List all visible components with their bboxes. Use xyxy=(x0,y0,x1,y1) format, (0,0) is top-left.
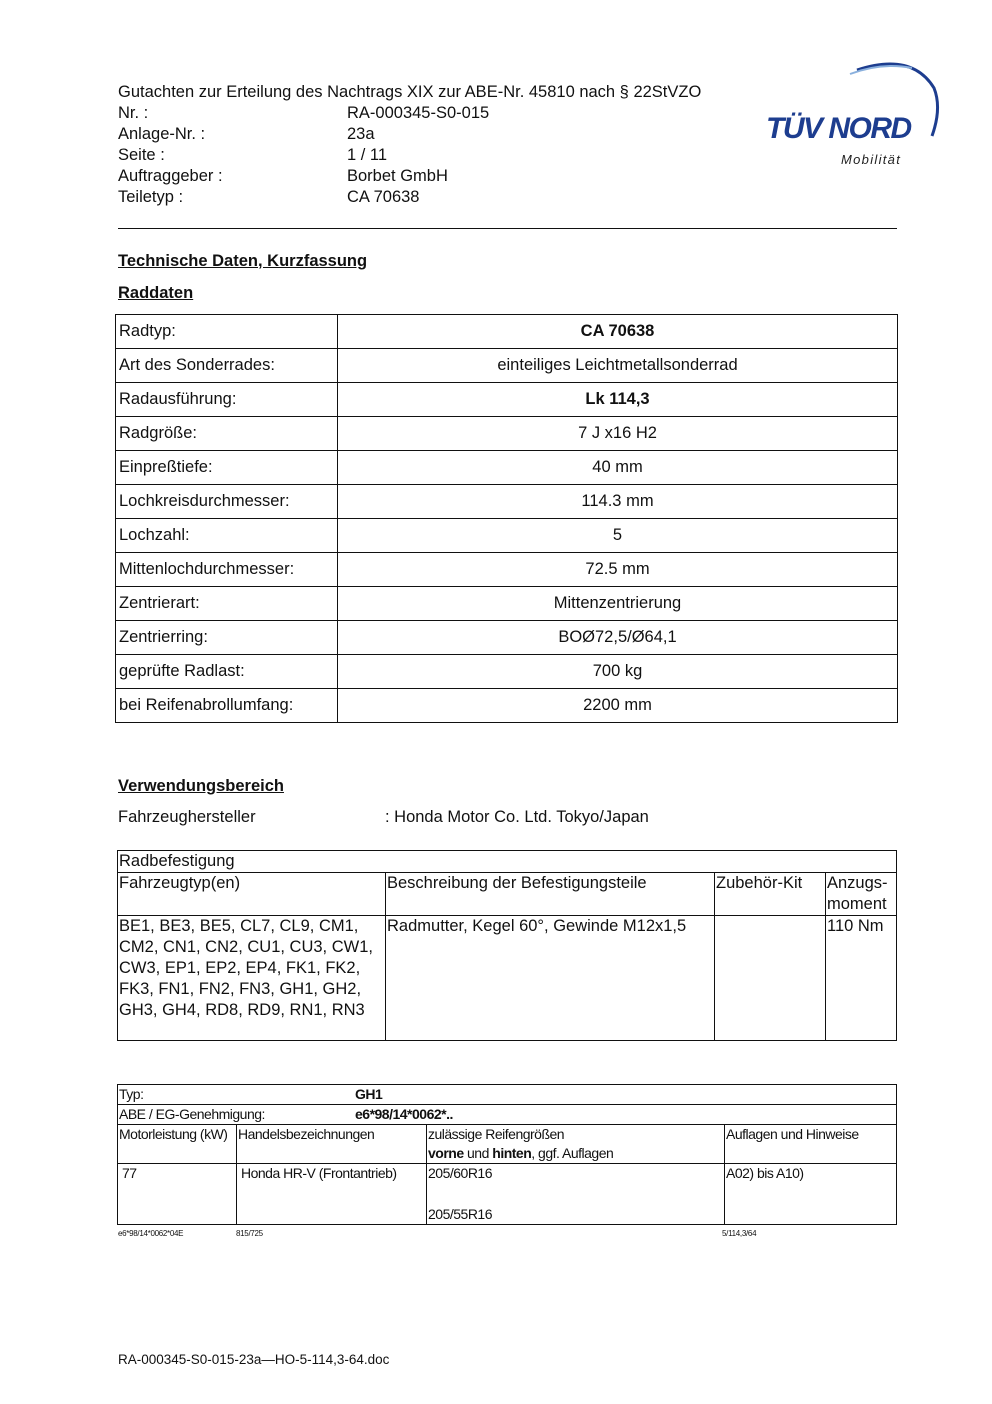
col-header-zubehoer: Zubehör-Kit xyxy=(715,873,826,916)
table-row xyxy=(118,1164,897,1225)
col-header-fahrzeugtyp: Fahrzeugtyp(en) xyxy=(118,873,386,916)
table-row xyxy=(116,553,898,587)
header-row-seite xyxy=(118,145,701,166)
fahrzeughersteller-label: Fahrzeughersteller xyxy=(118,808,256,826)
table-row xyxy=(116,587,898,621)
header-label: Seite : xyxy=(118,146,165,164)
header-label: Auftraggeber : xyxy=(118,167,223,185)
zubehoer-cell xyxy=(715,916,826,1041)
reifen-header-line1: zulässige Reifengrößen xyxy=(428,1126,565,1142)
row-label: Radgröße: xyxy=(116,417,338,451)
table-row xyxy=(118,1085,897,1105)
header-row-anlage xyxy=(118,124,701,145)
abe-row xyxy=(118,1105,897,1125)
reifen-header-vorne: vorne xyxy=(428,1145,464,1161)
row-value: BOØ72,5/Ø64,1 xyxy=(338,621,898,655)
typ-table xyxy=(117,1084,897,1225)
table-row xyxy=(116,383,898,417)
header-row-auftraggeber xyxy=(118,166,701,187)
header-value: CA 70638 xyxy=(347,188,420,206)
fine-print-approval: e6*98/14*0062*04E xyxy=(118,1229,184,1238)
logo-wordmark: TÜV NORD xyxy=(766,112,911,145)
reifen-header-hinten: hinten xyxy=(492,1145,532,1161)
abe-value: e6*98/14*0062*.. xyxy=(355,1106,453,1122)
row-value: 2200 mm xyxy=(338,689,898,723)
header-divider xyxy=(118,228,897,229)
tuv-nord-logo xyxy=(762,58,942,173)
col-header-auflagen: Auflagen und Hinweise xyxy=(725,1125,897,1164)
row-value: 7 J x16 H2 xyxy=(338,417,898,451)
table-row xyxy=(116,689,898,723)
header-label: Anlage-Nr. : xyxy=(118,125,206,143)
abe-label: ABE / EG-Genehmigung: xyxy=(119,1106,265,1122)
beschreibung-cell: Radmutter, Kegel 60°, Gewinde M12x1,5 xyxy=(386,916,715,1041)
table-header-row xyxy=(118,1125,897,1164)
table-row xyxy=(116,349,898,383)
document-header xyxy=(118,82,701,208)
header-value: 23a xyxy=(347,125,375,143)
logo-subtitle: Mobilität xyxy=(841,152,902,167)
table-row xyxy=(118,1105,897,1125)
table-row xyxy=(116,417,898,451)
row-value: 40 mm xyxy=(338,451,898,485)
col-header-handelsbezeichnungen: Handelsbezeichnungen xyxy=(237,1125,427,1164)
typ-row xyxy=(118,1085,897,1105)
footer-filename: RA-000345-S0-015-23a—HO-5-114,3-64.doc xyxy=(118,1352,390,1367)
row-label: Radausführung: xyxy=(116,383,338,417)
fahrzeughersteller-value: : Honda Motor Co. Ltd. Tokyo/Japan xyxy=(385,808,649,826)
row-label: Zentrierring: xyxy=(116,621,338,655)
fine-print-codes: 815/725 xyxy=(236,1229,263,1238)
document-title: Gutachten zur Erteilung des Nachtrags XIX zur ABE-Nr. 45810 nach § 22StVZO xyxy=(118,83,702,101)
row-value: 114.3 mm xyxy=(338,485,898,519)
row-value: CA 70638 xyxy=(338,315,898,349)
header-value: Borbet GmbH xyxy=(347,167,448,185)
typ-value: GH1 xyxy=(355,1086,383,1102)
table-row xyxy=(116,655,898,689)
fahrzeugtypen-cell: BE1, BE3, BE5, CL7, CL9, CM1, CM2, CN1, CN2, CU1, CU3, CW1, CW3, EP1, EP2, EP4, FK1, FK2, FK3, FN1, FN2, FN3, GH1, GH2, GH3, GH4, RD8, RD9, RN1, RN3 xyxy=(118,916,386,1041)
row-label: Lochkreisdurchmesser: xyxy=(116,485,338,519)
reifengroessen-cell xyxy=(427,1164,725,1225)
row-label: Zentrierart: xyxy=(116,587,338,621)
row-label: bei Reifenabrollumfang: xyxy=(116,689,338,723)
table-row xyxy=(116,451,898,485)
radbefestigung-table xyxy=(117,850,897,1041)
handelsbezeichnung-cell: Honda HR-V (Frontantrieb) xyxy=(237,1164,427,1225)
reifen-size-1: 205/60R16 xyxy=(428,1165,493,1181)
table-row xyxy=(118,916,897,1041)
section-heading-raddaten: Raddaten xyxy=(118,284,194,302)
row-label: Art des Sonderrades: xyxy=(116,349,338,383)
col-header-reifengroessen xyxy=(427,1125,725,1164)
row-label: Radtyp: xyxy=(116,315,338,349)
auflagen-cell: A02) bis A10) xyxy=(725,1164,897,1225)
anzugsmoment-cell: 110 Nm xyxy=(826,916,897,1041)
row-label: Mittenlochdurchmesser: xyxy=(116,553,338,587)
table-row xyxy=(116,485,898,519)
row-label: Lochzahl: xyxy=(116,519,338,553)
fine-print-bolt-pattern: 5/114,3/64 xyxy=(722,1229,757,1238)
row-value: 5 xyxy=(338,519,898,553)
header-row-nr xyxy=(118,103,701,124)
section-heading-technische-daten: Technische Daten, Kurzfassung xyxy=(118,252,368,270)
header-row-teiletyp xyxy=(118,187,701,208)
col-header-motorleistung: Motorleistung (kW) xyxy=(118,1125,237,1164)
row-value: 72.5 mm xyxy=(338,553,898,587)
raddaten-table xyxy=(115,314,898,723)
table-header-row xyxy=(118,873,897,916)
reifen-size-2: 205/55R16 xyxy=(428,1206,493,1222)
table-row xyxy=(116,621,898,655)
col-header-beschreibung: Beschreibung der Befestigungsteile xyxy=(386,873,715,916)
col-header-anzugsmoment: Anzugs-moment xyxy=(826,873,897,916)
row-value: Mittenzentrierung xyxy=(338,587,898,621)
row-value: 700 kg xyxy=(338,655,898,689)
table-row xyxy=(116,519,898,553)
header-value: 1 / 11 xyxy=(347,146,388,164)
row-label: geprüfte Radlast: xyxy=(116,655,338,689)
table-row xyxy=(116,315,898,349)
header-label: Teiletyp : xyxy=(118,188,184,206)
row-value: Lk 114,3 xyxy=(338,383,898,417)
row-value: einteiliges Leichtmetallsonderrad xyxy=(338,349,898,383)
header-value: RA-000345-S0-015 xyxy=(347,104,490,122)
section-heading-verwendungsbereich: Verwendungsbereich xyxy=(118,777,284,795)
radbefestigung-title: Radbefestigung xyxy=(118,851,897,873)
reifen-header-rest: , ggf. Auflagen xyxy=(531,1145,614,1161)
reifen-header-und: und xyxy=(463,1145,493,1161)
row-label: Einpreßtiefe: xyxy=(116,451,338,485)
table-row xyxy=(118,851,897,873)
motorleistung-cell: 77 xyxy=(118,1164,237,1225)
header-label: Nr. : xyxy=(118,104,149,122)
typ-label: Typ: xyxy=(119,1086,144,1102)
